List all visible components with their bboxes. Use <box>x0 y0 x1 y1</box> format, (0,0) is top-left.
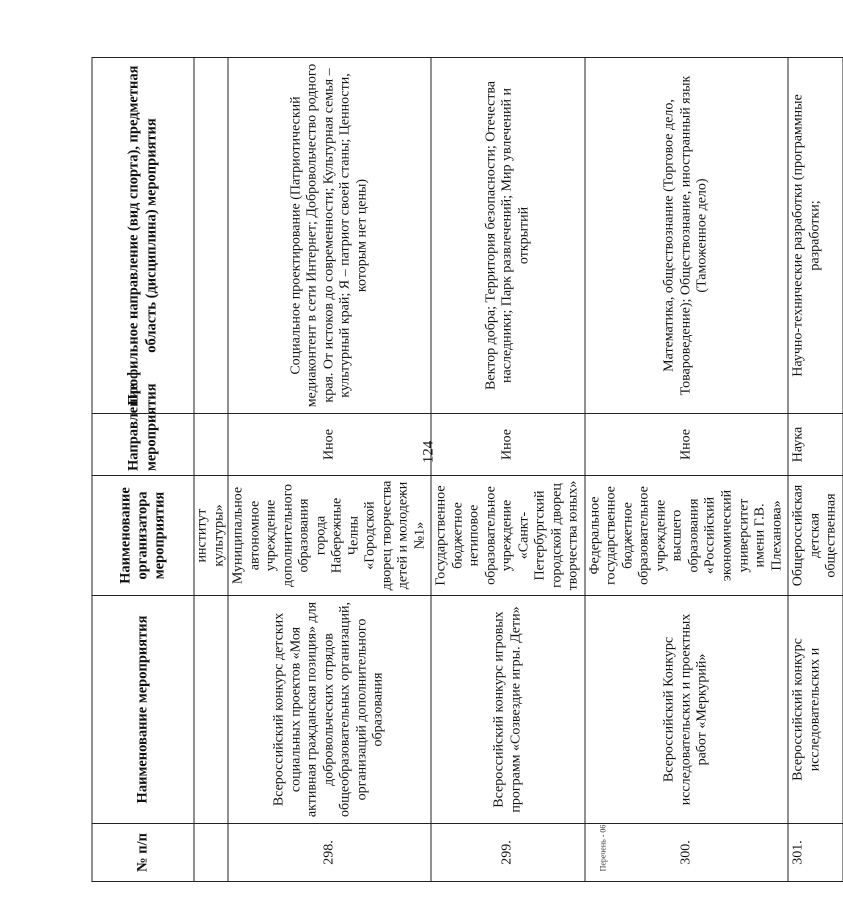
events-table <box>92 57 843 882</box>
header-profile: Профильное направление (вид спорта), предметная область (дисциплина) мероприятия <box>92 58 194 414</box>
cell-name: Всероссийский конкурс детских социальных проектов «Моя активная гражданская позиция» для добровольческих отрядов общеобразовательных организаций, организаций дополнительного образования <box>228 596 431 824</box>
cell-num: 300. <box>585 824 788 882</box>
footer-note: Перечень - 06 <box>598 824 608 872</box>
cell-direction: Иное <box>431 414 585 476</box>
table-row <box>788 58 843 882</box>
cell-direction: Наука <box>788 414 843 476</box>
cell-organizer: Федеральное государственное бюджетное образовательное учреждение высшего образования «Российский экономический университет имени Г.В. Плеханова» <box>585 476 788 596</box>
cell-direction <box>194 414 228 476</box>
cell-organizer: Общероссийская детская общественная <box>788 476 843 596</box>
cell-organizer: Муниципальное автономное учреждение дополнительного образования города Набережные Челны «Городской дворец творчества детей и молодежи №1» <box>228 476 431 596</box>
cell-name: Всероссийский конкурс игровых программ «Созвездие игры. Дети» <box>431 596 585 824</box>
table-row <box>585 58 788 882</box>
page-number: 124 <box>420 440 437 464</box>
header-organizer: Наименование организатора мероприятия <box>92 476 194 596</box>
cell-profile: Социальное проектирование (Патриотический медиаконтент в сети Интернет; Добровольчество родного края. От истоков до современности; Культурная семья – культурный край; Я – патриот своей станы; Ценности, которым нет цены) <box>228 58 431 414</box>
cell-num: 299. <box>431 824 585 882</box>
cell-direction: Иное <box>228 414 431 476</box>
cell-profile: Математика, обществознание (Торговое дело, Товароведение); Обществознание, иностранный язык (Таможенное дело) <box>585 58 788 414</box>
cell-organizer: институт культуры» <box>194 476 228 596</box>
cell-name <box>194 596 228 824</box>
cell-num: 298. <box>228 824 431 882</box>
header-direction: Направление мероприятия <box>92 414 194 476</box>
cell-profile: Вектор добра; Территория безопасности; Отечества наследники; Парк развлечений; Мир увлечений и открытий <box>431 58 585 414</box>
cell-name: Всероссийский Конкурс исследовательских и проектных работ «Меркурий» <box>585 596 788 824</box>
cell-profile <box>194 58 228 414</box>
cell-num: 301. <box>788 824 843 882</box>
header-name: Наименование мероприятия <box>92 596 194 824</box>
cell-direction: Иное <box>585 414 788 476</box>
cell-profile: Научно-технические разработки (программные разработки; <box>788 58 843 414</box>
cell-num <box>194 824 228 882</box>
table-row <box>431 58 585 882</box>
header-num: № п/п <box>92 824 194 882</box>
cell-organizer: Государственное бюджетное нетиповое образовательное учреждение «Санкт-Петербургский городской дворец творчества юных» <box>431 476 585 596</box>
table-row <box>228 58 431 882</box>
cell-name: Всероссийский конкурс исследовательских и <box>788 596 843 824</box>
table-header-row <box>92 58 194 882</box>
table-row-continuation <box>194 58 228 882</box>
